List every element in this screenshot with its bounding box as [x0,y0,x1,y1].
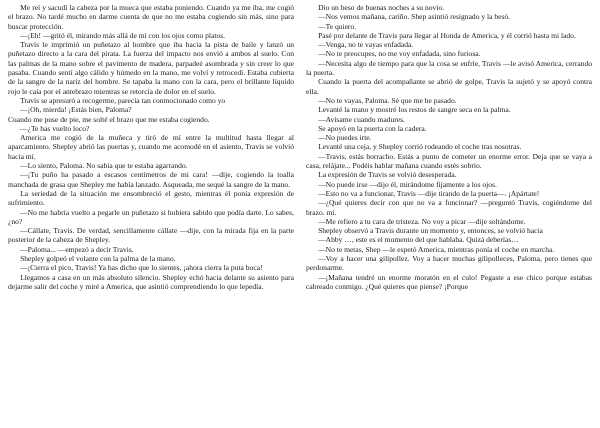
left-column [8,3,294,428]
right-paragraph-21: Shepley observó a Travis durante un momento y, entonces, se volvió hacia [318,226,543,236]
right-paragraph-4: Pasé por delante de Travis para llegar al Honda de America, y él corrió hasta mi lado. [318,30,576,40]
right-paragraph-17: —No puede irse —dijo él, mirándome fijamente a los ojos. [318,179,497,189]
right-paragraph-10: Levanté la mano y mostré los restos de sangre seca en la palma. [318,105,511,115]
right-paragraph-24: —Voy a hacer una gilipollez. Voy a hacer muchas gilipolleces, Paloma, pero tienes que perdonarme. [306,254,592,273]
left-paragraph-3: Travis le imprimió un puñetazo al hombre que iba hacia la pista de baile y lanzó un puñetazo directo a la cara del pirata. La fuerza del impacto nos envió a ambos al suelo. Con las palmas de la mano sobre el pavimento de madera, parpadeé asombrada y sin creer lo que pasaba. Cuando sentí algo cálido y húmedo en la mano, me volví y retrocedí. Estaba cubierta de la sangre de la nariz del hombre. Se tapaba la mano con la cara, pero el brillante líquido rojo le caía por el antebrazo mientras se retorcía de dolor en el suelo. [8,40,294,96]
right-paragraph-7: —Necesita algo de tiempo para que la cosa se enfríe, Travis —le avisó America, cerrando la puerta. [306,58,592,78]
right-paragraph-8: Cuando la puerta del acompañante se abrió de golpe, Travis la sujetó y se apoyó contra ella. [306,77,592,96]
right-paragraph-9: —No te vayas, Paloma. Sé que me he pasado. [318,95,457,105]
left-paragraph-6: Cuando me puse de pie, me solté el brazo que me estaba cogiendo. [8,114,210,124]
left-paragraph-15: Shepley golpeó el volante con la palma de la mano. [20,254,176,264]
left-paragraph-2: —¡Eh! —gritó él, mirando más allá de mí con los ojos como platos. [20,30,226,40]
right-paragraph-2: —Nos vemos mañana, cariño. Shep asintió resignado y la besó. [318,12,511,22]
right-paragraph-5: —Venga, no te vayas enfadada. [318,40,414,50]
right-column [306,3,592,428]
right-paragraph-18: —Esto no va a funcionar, Travis —dije tirando de la puerta—. ¡Apártate! [318,188,540,198]
left-paragraph-11: La seriedad de la situación me ensombreció el gesto, mientras él ponía expresión de sufrimiento. [8,188,294,208]
right-paragraph-22: —Abby …, este es el momento del que hablaba. Quizá deberías… [318,235,519,245]
right-paragraph-14: Levanté una ceja, y Shepley corrió rodeando el coche tras nosotras. [318,142,522,152]
right-paragraph-15: —Travis, estás borracho. Estás a punto de cometer un enorme error. Deja que se vaya a casa, relájate... Podéis hablar mañana cuando estés sobrio. [306,151,592,171]
right-paragraph-11: —Avísame cuando madures. [318,114,405,124]
right-paragraph-16: La expresión de Travis se volvió desesperada. [318,170,457,180]
left-paragraph-8: America me cogió de la muñeca y tiró de mí entre la multitud hasta llegar al aparcamiento. Shepley abrió las puertas y, cuando me acomodé en el asiento, Travis se volvió hacia mí. [8,133,294,161]
left-paragraph-17: Llegamos a casa en un más absoluto silencio. Shepley echó hacia delante su asiento para dejarme salir del coche y miré a America, que asintió comprendiendo lo que lepedía. [8,272,294,291]
right-paragraph-12: Se apoyó en la puerta con la cadera. [318,123,427,133]
right-paragraph-25: —¡Mañana tendré un enorme moratón en el culo! Pegaste a ese chico porque estabas cabreado conmigo. ¿Qué quieres que piense? ¡Porque [306,272,592,291]
left-paragraph-16: —¡Cierra el pico, Travis! Ya has dicho que lo sientes, ¡ahora cierra la puta boca! [20,263,263,273]
left-paragraph-7: —¿Te has vuelto loco? [20,123,90,133]
left-paragraph-12: —No me habría vuelto a pegarle un puñetazo si hubiera sabido que podía darte. Lo sabes, ¿no? [8,207,294,226]
left-paragraph-10: —¡Tu puño ha pasado a escasos centímetros de mi cara! —dije, cogiendo la toalla manchada de grasa que Shepley me había lanzado. Asqueada, me sequé la sangre de la mano. [8,170,294,189]
right-paragraph-19: —¿Qué quieres decir con que no va a funcionar? —preguntó Travis, cogiéndome del brazo. mí. [306,198,592,217]
left-paragraph-13: —Cállate, Travis. De verdad, sencillamente cállate —dije, con la mirada fija en la parte posterior de la cabeza de Shepley. [8,226,294,245]
left-paragraph-9: —Lo siento, Paloma. No sabía que te estaba agarrando. [20,161,188,171]
right-paragraph-6: —No te preocupes, no me voy enfadada, sino furiosa. [318,49,481,59]
right-paragraph-23: —No te metas, Shep —le espetó America, mientras ponía el coche en marcha. [318,244,555,254]
right-paragraph-20: —Me refiero a tu cara de tristeza. No voy a picar —dije soltándome. [318,216,526,226]
right-paragraph-1: Dio un beso de buenas noches a su novio. [318,3,445,12]
right-paragraph-3: —Te quiero. [318,21,357,31]
left-paragraph-1: Me reí y sacudí la cabeza por la mueca que estaba poniendo. Cuando ya me iba, me cogió el brazo. No tardé mucho en darme cuenta de que no me estaba cogiendo sin más, sino para buscar protección. [8,3,294,31]
left-paragraph-5: —¡Oh, mierda! ¡Estás bien, Paloma? [20,105,132,115]
right-paragraph-13: —No puedes irte. [318,133,372,143]
left-paragraph-4: Travis se apresuró a recogerme, parecía tan conmocionado como yo [20,95,226,105]
left-paragraph-14: —Paloma... —empezó a decir Travis. [20,244,134,254]
